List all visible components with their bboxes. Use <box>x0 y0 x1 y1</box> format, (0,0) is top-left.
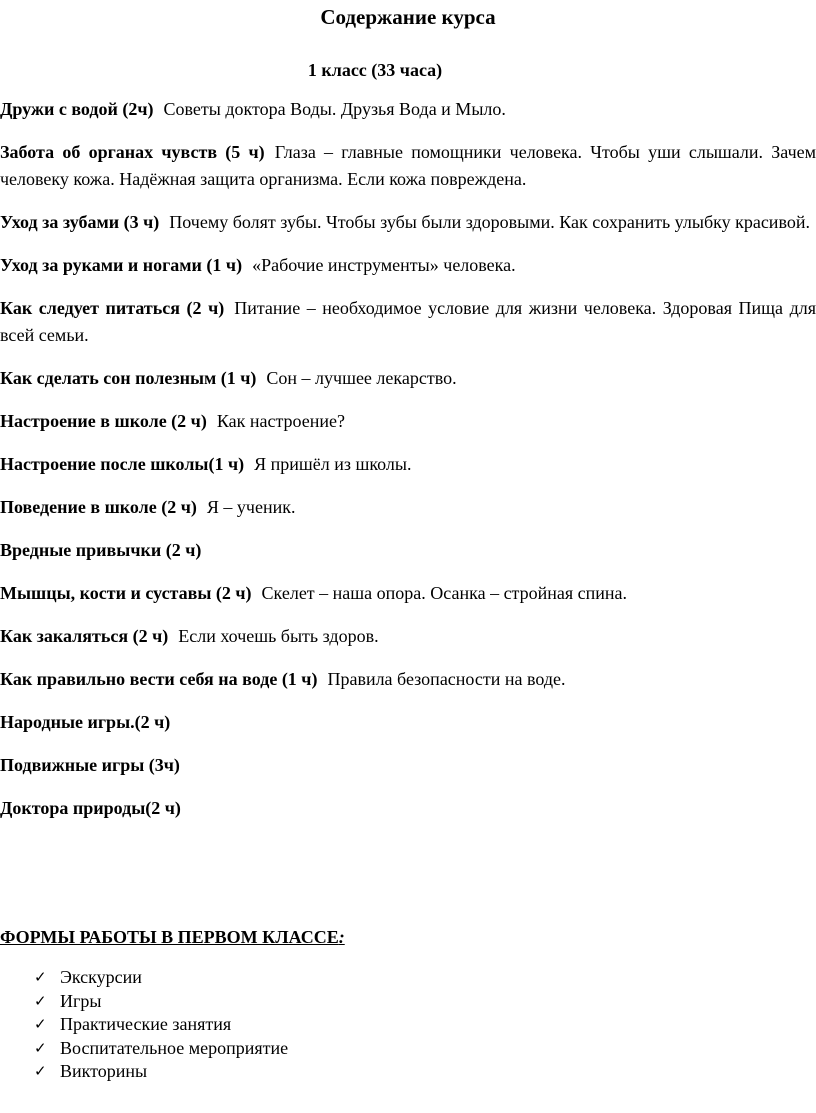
topic-heading: Настроение после школы(1 ч) <box>0 454 245 474</box>
forms-heading <box>0 924 345 950</box>
checkmark-icon: ✓ <box>34 1015 47 1033</box>
topic-paragraph <box>0 295 816 349</box>
topic-text: Питание – необходимое условие для жизни человека. Здоровая Пища для всей семьи. <box>0 298 816 345</box>
topic-heading: Вредные привычки (2 ч) <box>0 540 202 560</box>
topic-paragraph <box>0 408 816 435</box>
list-item-label: Викторины <box>60 1061 148 1081</box>
topic-paragraph <box>0 451 816 478</box>
topic-text: Советы доктора Воды. Друзья Вода и Мыло. <box>163 99 506 119</box>
topic-text: Почему болят зубы. Чтобы зубы были здоровыми. Как сохранить улыбку красивой. <box>169 212 810 232</box>
topic-text: «Рабочие инструменты» человека. <box>252 255 516 275</box>
forms-heading-colon: : <box>338 927 345 947</box>
topic-heading: Поведение в школе (2 ч) <box>0 497 197 517</box>
topic-paragraph <box>0 580 816 607</box>
topic-text: Скелет – наша опора. Осанка – стройная спина. <box>261 583 628 603</box>
grade-subtitle: 1 класс (33 часа) <box>307 60 443 80</box>
forms-heading-text: ФОРМЫ РАБОТЫ В ПЕРВОМ КЛАССЕ <box>0 927 339 947</box>
topic-paragraph <box>0 209 816 236</box>
list-item <box>34 990 288 1014</box>
topic-heading: Настроение в школе (2 ч) <box>0 411 207 431</box>
list-item-label: Воспитательное мероприятие <box>60 1037 289 1058</box>
topic-heading: Как правильно вести себя на воде (1 ч) <box>0 669 318 689</box>
topic-paragraph <box>0 139 816 193</box>
topic-heading: Народные игры.(2 ч) <box>0 712 171 732</box>
topic-paragraph <box>0 96 816 123</box>
topic-text: Сон – лучшее лекарство. <box>266 368 457 388</box>
topics-list <box>0 96 816 838</box>
topic-paragraph <box>0 494 816 521</box>
topic-heading: Подвижные игры (3ч) <box>0 755 180 775</box>
topic-paragraph <box>0 666 816 693</box>
checkmark-icon: ✓ <box>34 1062 47 1080</box>
topic-paragraph <box>0 795 816 822</box>
topic-heading: Как сделать сон полезным (1 ч) <box>0 368 257 388</box>
checkmark-icon: ✓ <box>34 991 47 1010</box>
topic-heading: Уход за руками и ногами (1 ч) <box>0 255 243 275</box>
topic-text: Глаза – главные помощники человека. Чтобы уши слышали. Зачем человеку кожа. Надёжная защита организма. Если кожа повреждена. <box>0 142 816 189</box>
forms-list <box>34 966 288 1084</box>
topic-paragraph <box>0 252 816 279</box>
topic-paragraph <box>0 752 816 779</box>
topic-heading: Как следует питаться (2 ч) <box>0 298 225 318</box>
topic-text: Правила безопасности на воде. <box>327 669 566 689</box>
checkmark-icon: ✓ <box>34 968 47 986</box>
list-item-label: Практические занятия <box>60 1014 232 1034</box>
list-item <box>34 966 288 990</box>
topic-heading: Уход за зубами (3 ч) <box>0 212 160 232</box>
topic-paragraph <box>0 623 816 650</box>
topic-heading: Забота об органах чувств (5 ч) <box>0 142 265 162</box>
topic-paragraph <box>0 709 816 736</box>
page-title: Содержание курса <box>320 5 496 29</box>
topic-heading: Доктора природы(2 ч) <box>0 798 181 818</box>
topic-text: Как настроение? <box>216 411 345 431</box>
topic-heading: Дружи с водой (2ч) <box>0 99 154 119</box>
list-item <box>34 1037 288 1061</box>
list-item-label: Экскурсии <box>60 967 142 987</box>
topic-paragraph <box>0 365 816 392</box>
checkmark-icon: ✓ <box>34 1038 47 1057</box>
list-item-label: Игры <box>60 990 102 1011</box>
topic-text: Если хочешь быть здоров. <box>178 626 379 646</box>
topic-text: Я – ученик. <box>206 497 296 517</box>
list-item <box>34 1060 288 1084</box>
list-item <box>34 1013 288 1037</box>
topic-text: Я пришёл из школы. <box>254 454 412 474</box>
topic-paragraph <box>0 537 816 564</box>
topic-heading: Как закаляться (2 ч) <box>0 626 169 646</box>
topic-heading: Мышцы, кости и суставы (2 ч) <box>0 583 252 603</box>
